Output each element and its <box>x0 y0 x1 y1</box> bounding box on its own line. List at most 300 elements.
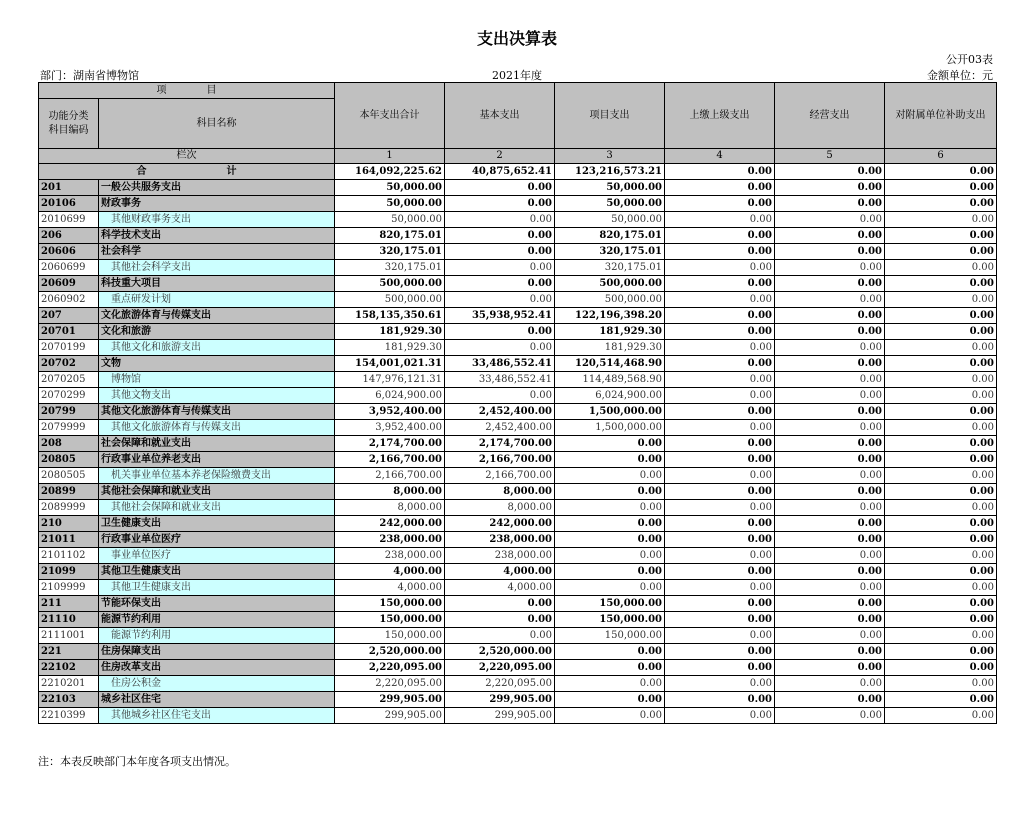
subject-code: 22102 <box>39 660 99 676</box>
subject-code: 2210399 <box>39 708 99 724</box>
subject-code: 20805 <box>39 452 99 468</box>
line-num-1: 1 <box>335 149 445 164</box>
amount-cell: 2,220,095.00 <box>335 676 445 692</box>
subject-code: 20701 <box>39 324 99 340</box>
amount-cell: 181,929.30 <box>335 340 445 356</box>
amount-cell: 0.00 <box>885 372 997 388</box>
amount-cell: 0.00 <box>445 276 555 292</box>
amount-cell: 0.00 <box>885 452 997 468</box>
amount-cell: 0.00 <box>885 468 997 484</box>
amount-cell: 2,174,700.00 <box>445 436 555 452</box>
table-row <box>39 500 997 516</box>
subject-code: 2070205 <box>39 372 99 388</box>
line-label: 栏次 <box>39 149 335 164</box>
amount-cell: 0.00 <box>885 228 997 244</box>
amount-cell: 0.00 <box>665 228 775 244</box>
amount-cell: 0.00 <box>445 244 555 260</box>
amount-cell: 320,175.01 <box>555 260 665 276</box>
amount-cell: 0.00 <box>885 436 997 452</box>
amount-cell: 820,175.01 <box>335 228 445 244</box>
amount-cell: 0.00 <box>775 292 885 308</box>
amount-cell: 0.00 <box>555 564 665 580</box>
amount-cell: 0.00 <box>445 628 555 644</box>
amount-cell: 50,000.00 <box>555 196 665 212</box>
subject-name: 其他文化和旅游支出 <box>99 340 335 356</box>
total-value: 0.00 <box>885 164 997 180</box>
amount-cell: 154,001,021.31 <box>335 356 445 372</box>
subject-name: 事业单位医疗 <box>99 548 335 564</box>
amount-cell: 0.00 <box>885 180 997 196</box>
department-label: 部门：湖南省博物馆 <box>40 69 139 82</box>
amount-cell: 500,000.00 <box>555 292 665 308</box>
amount-cell: 0.00 <box>775 324 885 340</box>
amount-cell: 0.00 <box>665 356 775 372</box>
amount-cell: 0.00 <box>665 244 775 260</box>
table-row <box>39 420 997 436</box>
expenditure-table <box>38 82 997 724</box>
amount-cell: 0.00 <box>555 660 665 676</box>
amount-cell: 0.00 <box>885 324 997 340</box>
amount-cell: 0.00 <box>885 548 997 564</box>
amount-cell: 238,000.00 <box>445 532 555 548</box>
subject-name: 卫生健康支出 <box>99 516 335 532</box>
table-row <box>39 276 997 292</box>
amount-cell: 0.00 <box>885 212 997 228</box>
subject-code: 21011 <box>39 532 99 548</box>
amount-cell: 4,000.00 <box>445 580 555 596</box>
subject-code: 21099 <box>39 564 99 580</box>
amount-cell: 35,938,952.41 <box>445 308 555 324</box>
subject-name: 其他社会保障和就业支出 <box>99 500 335 516</box>
amount-cell: 2,166,700.00 <box>445 452 555 468</box>
amount-cell: 0.00 <box>665 452 775 468</box>
amount-cell: 0.00 <box>775 228 885 244</box>
amount-cell: 0.00 <box>775 420 885 436</box>
amount-cell: 3,952,400.00 <box>335 420 445 436</box>
amount-cell: 2,220,095.00 <box>445 676 555 692</box>
amount-cell: 0.00 <box>665 516 775 532</box>
amount-cell: 0.00 <box>555 692 665 708</box>
amount-cell: 8,000.00 <box>335 500 445 516</box>
amount-cell: 0.00 <box>885 628 997 644</box>
subject-name: 文物 <box>99 356 335 372</box>
amount-cell: 0.00 <box>885 660 997 676</box>
amount-cell: 0.00 <box>665 612 775 628</box>
amount-cell: 0.00 <box>885 244 997 260</box>
subject-code: 211 <box>39 596 99 612</box>
subject-name: 行政事业单位养老支出 <box>99 452 335 468</box>
total-label: 合 计 <box>39 164 335 180</box>
amount-cell: 0.00 <box>775 404 885 420</box>
amount-cell: 238,000.00 <box>335 548 445 564</box>
amount-cell: 2,174,700.00 <box>335 436 445 452</box>
amount-cell: 0.00 <box>885 484 997 500</box>
table-row <box>39 388 997 404</box>
amount-cell: 0.00 <box>775 564 885 580</box>
amount-cell: 0.00 <box>775 388 885 404</box>
subject-code: 20609 <box>39 276 99 292</box>
amount-cell: 4,000.00 <box>335 564 445 580</box>
amount-cell: 120,514,468.90 <box>555 356 665 372</box>
amount-cell: 0.00 <box>665 324 775 340</box>
amount-cell: 0.00 <box>665 436 775 452</box>
table-row <box>39 468 997 484</box>
amount-cell: 2,520,000.00 <box>445 644 555 660</box>
amount-cell: 0.00 <box>775 308 885 324</box>
amount-cell: 6,024,900.00 <box>555 388 665 404</box>
amount-cell: 2,520,000.00 <box>335 644 445 660</box>
amount-cell: 2,452,400.00 <box>445 404 555 420</box>
amount-cell: 150,000.00 <box>555 612 665 628</box>
amount-cell: 0.00 <box>555 436 665 452</box>
amount-cell: 0.00 <box>665 644 775 660</box>
unit-label: 金额单位：元 <box>927 69 993 82</box>
header-col-3: 项目支出 <box>555 83 665 149</box>
amount-cell: 0.00 <box>885 420 997 436</box>
amount-cell: 147,976,121.31 <box>335 372 445 388</box>
table-row <box>39 644 997 660</box>
table-row <box>39 692 997 708</box>
total-value: 123,216,573.21 <box>555 164 665 180</box>
amount-cell: 0.00 <box>665 260 775 276</box>
amount-cell: 0.00 <box>665 628 775 644</box>
amount-cell: 0.00 <box>665 292 775 308</box>
form-code: 公开03表 <box>946 53 993 66</box>
table-row <box>39 516 997 532</box>
amount-cell: 2,220,095.00 <box>445 660 555 676</box>
amount-cell: 2,166,700.00 <box>445 468 555 484</box>
table-row <box>39 212 997 228</box>
amount-cell: 242,000.00 <box>445 516 555 532</box>
amount-cell: 0.00 <box>665 276 775 292</box>
header-col-6: 对附属单位补助支出 <box>885 83 997 149</box>
table-row <box>39 292 997 308</box>
total-value: 164,092,225.62 <box>335 164 445 180</box>
subject-name: 重点研发计划 <box>99 292 335 308</box>
subject-code: 2060699 <box>39 260 99 276</box>
amount-cell: 50,000.00 <box>335 196 445 212</box>
amount-cell: 181,929.30 <box>555 340 665 356</box>
amount-cell: 0.00 <box>445 388 555 404</box>
amount-cell: 0.00 <box>555 500 665 516</box>
amount-cell: 33,486,552.41 <box>445 372 555 388</box>
amount-cell: 0.00 <box>445 596 555 612</box>
amount-cell: 0.00 <box>665 196 775 212</box>
footnote: 注：本表反映部门本年度各项支出情况。 <box>38 755 236 768</box>
amount-cell: 0.00 <box>665 372 775 388</box>
table-row <box>39 228 997 244</box>
amount-cell: 0.00 <box>555 516 665 532</box>
subject-code: 20799 <box>39 404 99 420</box>
amount-cell: 0.00 <box>555 532 665 548</box>
table-row <box>39 676 997 692</box>
table-row <box>39 372 997 388</box>
amount-cell: 0.00 <box>885 388 997 404</box>
amount-cell: 0.00 <box>775 340 885 356</box>
amount-cell: 0.00 <box>665 564 775 580</box>
amount-cell: 0.00 <box>775 436 885 452</box>
subject-name: 博物馆 <box>99 372 335 388</box>
amount-cell: 0.00 <box>665 468 775 484</box>
amount-cell: 0.00 <box>885 196 997 212</box>
amount-cell: 0.00 <box>775 196 885 212</box>
amount-cell: 0.00 <box>665 340 775 356</box>
amount-cell: 0.00 <box>885 292 997 308</box>
total-row <box>39 164 997 180</box>
amount-cell: 0.00 <box>555 452 665 468</box>
amount-cell: 8,000.00 <box>335 484 445 500</box>
subject-code: 2111001 <box>39 628 99 644</box>
table-row <box>39 356 997 372</box>
subject-name: 能源节约利用 <box>99 612 335 628</box>
subject-name: 科学技术支出 <box>99 228 335 244</box>
subject-code: 2010699 <box>39 212 99 228</box>
table-row <box>39 660 997 676</box>
amount-cell: 2,166,700.00 <box>335 468 445 484</box>
subject-name: 文化和旅游 <box>99 324 335 340</box>
subject-name: 住房保障支出 <box>99 644 335 660</box>
header-item: 项 目 <box>39 83 335 99</box>
page-title: 支出决算表 <box>476 29 557 48</box>
amount-cell: 181,929.30 <box>555 324 665 340</box>
table-row <box>39 532 997 548</box>
subject-name: 一般公共服务支出 <box>99 180 335 196</box>
subject-name: 其他文物支出 <box>99 388 335 404</box>
amount-cell: 500,000.00 <box>335 276 445 292</box>
table-row <box>39 244 997 260</box>
subject-name: 科技重大项目 <box>99 276 335 292</box>
subject-code: 221 <box>39 644 99 660</box>
amount-cell: 150,000.00 <box>335 596 445 612</box>
amount-cell: 33,486,552.41 <box>445 356 555 372</box>
table-row <box>39 612 997 628</box>
amount-cell: 0.00 <box>665 532 775 548</box>
amount-cell: 0.00 <box>555 468 665 484</box>
amount-cell: 0.00 <box>885 500 997 516</box>
amount-cell: 181,929.30 <box>335 324 445 340</box>
amount-cell: 8,000.00 <box>445 500 555 516</box>
subject-name: 其他卫生健康支出 <box>99 580 335 596</box>
subject-name: 节能环保支出 <box>99 596 335 612</box>
line-num-6: 6 <box>885 149 997 164</box>
subject-name: 行政事业单位医疗 <box>99 532 335 548</box>
amount-cell: 0.00 <box>885 596 997 612</box>
subject-code: 2089999 <box>39 500 99 516</box>
line-num-4: 4 <box>665 149 775 164</box>
table-row <box>39 404 997 420</box>
amount-cell: 0.00 <box>555 580 665 596</box>
amount-cell: 500,000.00 <box>555 276 665 292</box>
table-row <box>39 324 997 340</box>
amount-cell: 0.00 <box>775 644 885 660</box>
amount-cell: 0.00 <box>885 532 997 548</box>
amount-cell: 320,175.01 <box>335 244 445 260</box>
amount-cell: 1,500,000.00 <box>555 420 665 436</box>
amount-cell: 0.00 <box>665 660 775 676</box>
line-num-2: 2 <box>445 149 555 164</box>
amount-cell: 0.00 <box>555 708 665 724</box>
header-col-5: 经营支出 <box>775 83 885 149</box>
amount-cell: 0.00 <box>885 676 997 692</box>
subject-code: 22103 <box>39 692 99 708</box>
subject-code: 2210201 <box>39 676 99 692</box>
table-row <box>39 580 997 596</box>
subject-code: 2080505 <box>39 468 99 484</box>
amount-cell: 0.00 <box>445 212 555 228</box>
subject-name: 其他财政事务支出 <box>99 212 335 228</box>
subject-name: 社会科学 <box>99 244 335 260</box>
table-row <box>39 548 997 564</box>
amount-cell: 0.00 <box>885 612 997 628</box>
amount-cell: 0.00 <box>665 692 775 708</box>
table-row <box>39 596 997 612</box>
table-row <box>39 260 997 276</box>
subject-code: 2109999 <box>39 580 99 596</box>
subject-code: 20606 <box>39 244 99 260</box>
amount-cell: 299,905.00 <box>335 708 445 724</box>
amount-cell: 4,000.00 <box>335 580 445 596</box>
amount-cell: 150,000.00 <box>555 596 665 612</box>
amount-cell: 50,000.00 <box>335 212 445 228</box>
subject-code: 210 <box>39 516 99 532</box>
header-func-code: 功能分类 科目编码 <box>39 99 99 149</box>
amount-cell: 0.00 <box>775 356 885 372</box>
amount-cell: 0.00 <box>445 324 555 340</box>
amount-cell: 0.00 <box>665 388 775 404</box>
subject-code: 2101102 <box>39 548 99 564</box>
amount-cell: 0.00 <box>665 676 775 692</box>
amount-cell: 0.00 <box>775 516 885 532</box>
subject-name: 其他社会保障和就业支出 <box>99 484 335 500</box>
subject-code: 206 <box>39 228 99 244</box>
subject-name: 能源节约利用 <box>99 628 335 644</box>
amount-cell: 0.00 <box>775 484 885 500</box>
amount-cell: 114,489,568.90 <box>555 372 665 388</box>
subject-name: 其他文化旅游体育与传媒支出 <box>99 420 335 436</box>
header-col-2: 基本支出 <box>445 83 555 149</box>
amount-cell: 0.00 <box>445 340 555 356</box>
amount-cell: 0.00 <box>665 484 775 500</box>
table-row <box>39 180 997 196</box>
amount-cell: 320,175.01 <box>335 260 445 276</box>
amount-cell: 0.00 <box>445 180 555 196</box>
amount-cell: 0.00 <box>665 580 775 596</box>
amount-cell: 299,905.00 <box>335 692 445 708</box>
amount-cell: 0.00 <box>885 404 997 420</box>
amount-cell: 6,024,900.00 <box>335 388 445 404</box>
amount-cell: 50,000.00 <box>335 180 445 196</box>
amount-cell: 2,166,700.00 <box>335 452 445 468</box>
subject-name: 社会保障和就业支出 <box>99 436 335 452</box>
header-col-1: 本年支出合计 <box>335 83 445 149</box>
amount-cell: 0.00 <box>665 212 775 228</box>
amount-cell: 0.00 <box>885 516 997 532</box>
amount-cell: 0.00 <box>775 692 885 708</box>
subject-name: 其他文化旅游体育与传媒支出 <box>99 404 335 420</box>
amount-cell: 150,000.00 <box>555 628 665 644</box>
amount-cell: 500,000.00 <box>335 292 445 308</box>
amount-cell: 242,000.00 <box>335 516 445 532</box>
amount-cell: 320,175.01 <box>555 244 665 260</box>
subject-code: 2070299 <box>39 388 99 404</box>
table-row <box>39 196 997 212</box>
subject-name: 其他卫生健康支出 <box>99 564 335 580</box>
amount-cell: 0.00 <box>885 260 997 276</box>
amount-cell: 0.00 <box>665 596 775 612</box>
line-num-5: 5 <box>775 149 885 164</box>
amount-cell: 150,000.00 <box>335 612 445 628</box>
subject-name: 住房改革支出 <box>99 660 335 676</box>
header-subject-name: 科目名称 <box>99 99 335 149</box>
amount-cell: 299,905.00 <box>445 692 555 708</box>
amount-cell: 0.00 <box>555 548 665 564</box>
table-row <box>39 436 997 452</box>
subject-name: 其他社会科学支出 <box>99 260 335 276</box>
table-row <box>39 340 997 356</box>
subject-name: 文化旅游体育与传媒支出 <box>99 308 335 324</box>
amount-cell: 299,905.00 <box>445 708 555 724</box>
amount-cell: 0.00 <box>445 260 555 276</box>
amount-cell: 0.00 <box>885 692 997 708</box>
amount-cell: 0.00 <box>775 500 885 516</box>
amount-cell: 0.00 <box>775 372 885 388</box>
subject-code: 201 <box>39 180 99 196</box>
amount-cell: 8,000.00 <box>445 484 555 500</box>
amount-cell: 0.00 <box>885 356 997 372</box>
amount-cell: 0.00 <box>775 532 885 548</box>
amount-cell: 0.00 <box>775 260 885 276</box>
amount-cell: 0.00 <box>775 276 885 292</box>
table-row <box>39 452 997 468</box>
amount-cell: 0.00 <box>555 644 665 660</box>
total-value: 0.00 <box>665 164 775 180</box>
amount-cell: 0.00 <box>885 276 997 292</box>
subject-name: 其他城乡社区住宅支出 <box>99 708 335 724</box>
subject-code: 21110 <box>39 612 99 628</box>
year-label: 2021年度 <box>492 69 542 82</box>
amount-cell: 1,500,000.00 <box>555 404 665 420</box>
amount-cell: 0.00 <box>445 228 555 244</box>
subject-code: 207 <box>39 308 99 324</box>
header-col-4: 上缴上级支出 <box>665 83 775 149</box>
amount-cell: 0.00 <box>665 500 775 516</box>
table-row <box>39 308 997 324</box>
subject-code: 208 <box>39 436 99 452</box>
amount-cell: 0.00 <box>775 660 885 676</box>
amount-cell: 0.00 <box>665 180 775 196</box>
amount-cell: 0.00 <box>885 340 997 356</box>
subject-code: 20702 <box>39 356 99 372</box>
amount-cell: 0.00 <box>555 676 665 692</box>
amount-cell: 0.00 <box>775 468 885 484</box>
table-row <box>39 708 997 724</box>
amount-cell: 0.00 <box>555 484 665 500</box>
subject-name: 城乡社区住宅 <box>99 692 335 708</box>
table-row <box>39 484 997 500</box>
amount-cell: 150,000.00 <box>335 628 445 644</box>
subject-code: 2079999 <box>39 420 99 436</box>
subject-name: 财政事务 <box>99 196 335 212</box>
amount-cell: 0.00 <box>885 644 997 660</box>
amount-cell: 0.00 <box>885 580 997 596</box>
amount-cell: 0.00 <box>885 308 997 324</box>
amount-cell: 0.00 <box>445 292 555 308</box>
subject-code: 20899 <box>39 484 99 500</box>
amount-cell: 3,952,400.00 <box>335 404 445 420</box>
amount-cell: 2,220,095.00 <box>335 660 445 676</box>
amount-cell: 0.00 <box>665 548 775 564</box>
subject-name: 机关事业单位基本养老保险缴费支出 <box>99 468 335 484</box>
